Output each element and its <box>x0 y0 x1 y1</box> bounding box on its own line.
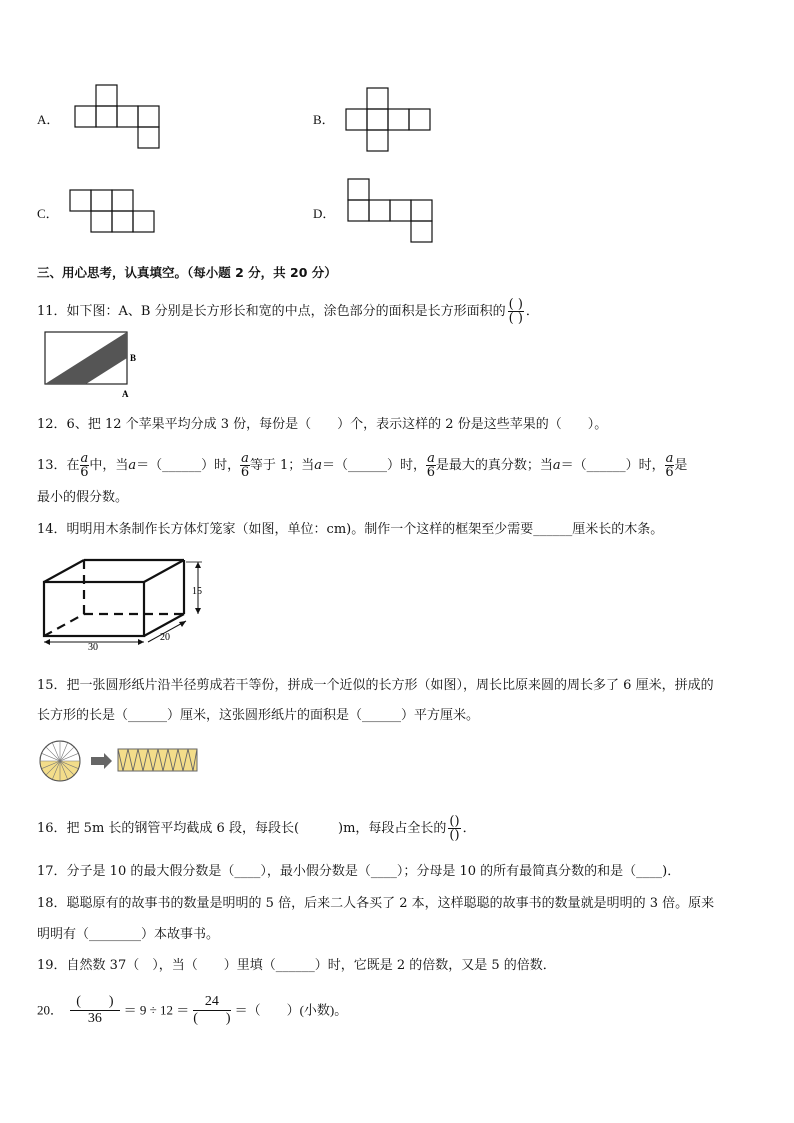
q13-blank-1: ＝（______）时， <box>136 458 241 473</box>
section-3-heading: 三、用心思考，认真填空。（每小题 2 分，共 20 分） <box>37 265 337 280</box>
question-20-fraction-1 <box>70 994 119 1027</box>
question-14: 14．明明用木条制作长方体灯笼家（如图，单位：cm)。制作一个这样的框架至少需要______厘米长的木条。 <box>37 522 664 537</box>
option-b-net-figure <box>346 87 436 153</box>
question-14-cuboid-figure <box>36 556 216 651</box>
length-dimension-label: 30 <box>88 642 98 653</box>
question-16 <box>37 815 476 842</box>
fraction-denominator: ( ) <box>508 311 523 326</box>
variable-a: a <box>552 458 561 473</box>
fraction-denominator: ( ) <box>193 1011 231 1026</box>
question-11 <box>37 298 539 325</box>
option-d-label: D． <box>313 206 336 221</box>
question-11-rectangle-figure <box>44 330 140 400</box>
option-c-label: C． <box>37 206 59 221</box>
fraction-numerator: a <box>665 451 674 466</box>
option-d-net-figure <box>347 178 439 246</box>
q13-blank-2: ＝（______）时， <box>322 458 427 473</box>
question-20-fraction-2 <box>193 994 230 1027</box>
question-11-end: ． <box>525 304 539 319</box>
question-20 <box>37 994 347 1027</box>
question-11-fraction <box>508 298 524 325</box>
question-18-line-2: 明明有（________）本故事书。 <box>37 927 220 942</box>
q13-fraction-a-over-6 <box>80 452 90 479</box>
question-15-circle-to-rectangle-figure <box>38 739 203 785</box>
fraction-denominator: 6 <box>240 465 250 480</box>
question-15-line-2: 长方形的长是（______）厘米，这张圆形纸片的面积是（______）平方厘米。 <box>37 708 480 723</box>
question-15-line-1: 15．把一张圆形纸片沿半径剪成若干等份，拼成一个近似的长方形（如图），周长比原来圆的周长多了 6 厘米，拼成的 <box>37 678 714 693</box>
question-20-middle: ＝ 9 ÷ 12 ＝ <box>123 1002 190 1018</box>
q13-text-part: 13．在 <box>37 458 80 473</box>
height-dimension-label: 15 <box>192 586 202 597</box>
q13-blank-3: ＝（______）时， <box>560 458 665 473</box>
point-b-label: B <box>130 353 137 363</box>
fraction-numerator: ( ) <box>70 994 119 1011</box>
question-13-line-2: 最小的假分数。 <box>37 490 129 505</box>
q13-fraction-a-over-6 <box>665 452 675 479</box>
fraction-denominator: 36 <box>87 1011 102 1026</box>
fraction-numerator: a <box>427 451 435 466</box>
fraction-numerator: () <box>449 814 460 829</box>
fraction-numerator: ( ) <box>508 297 523 312</box>
q13-fraction-a-over-6 <box>426 452 436 479</box>
fraction-denominator: () <box>449 828 460 843</box>
question-20-label: 20． <box>37 1002 64 1018</box>
q13-text-part: 等于 1；当 <box>249 458 315 473</box>
question-19: 19．自然数 37（ ），当（ ）里填（______）时，它既是 2 的倍数，又是 5 的倍数． <box>37 958 556 973</box>
question-16-end: ． <box>462 821 476 836</box>
option-b-label: B． <box>313 112 335 127</box>
option-a-net-figure <box>74 84 164 150</box>
q13-text-part: 是最大的真分数；当 <box>435 458 553 473</box>
fraction-numerator: 24 <box>193 994 230 1011</box>
question-20-end: ＝（ ）(小数)。 <box>234 1002 348 1018</box>
fraction-denominator: 6 <box>80 465 89 480</box>
fraction-denominator: 6 <box>426 465 436 480</box>
question-18-line-1: 18．聪聪原有的故事书的数量是明明的 5 倍，后来二人各买了 2 本，这样聪聪的故事书的数量就是明明的 3 倍。原来 <box>37 896 715 911</box>
variable-a: a <box>128 458 137 473</box>
point-a-label: A <box>122 389 129 399</box>
variable-a: a <box>314 458 323 473</box>
q13-fraction-a-over-6 <box>240 452 250 479</box>
option-a-label: A． <box>37 112 60 127</box>
q13-text-part: 是 <box>674 458 688 473</box>
option-c-net-figure <box>69 190 161 236</box>
question-12: 12．6、把 12 个苹果平均分成 3 份，每份是（ ）个，表示这样的 2 份是这些苹果的（ ）。 <box>37 417 608 432</box>
fraction-numerator: a <box>241 451 249 466</box>
question-13 <box>37 452 687 479</box>
fraction-denominator: 6 <box>665 465 674 480</box>
fraction-numerator: a <box>80 451 89 466</box>
question-11-text: 11．如下图：A、B 分别是长方形长和宽的中点，涂色部分的面积是长方形面积的 <box>37 304 506 319</box>
question-16-fraction <box>448 815 460 842</box>
width-dimension-label: 20 <box>160 632 170 643</box>
question-17: 17．分子是 10 的最大假分数是（____），最小假分数是（____）；分母是 10 的所有最简真分数的和是（____)． <box>37 864 681 879</box>
question-16-text: 16．把 5m 长的钢管平均截成 6 段，每段长( )m，每段占全长的 <box>37 821 447 836</box>
q13-text-part: 中，当 <box>89 458 129 473</box>
